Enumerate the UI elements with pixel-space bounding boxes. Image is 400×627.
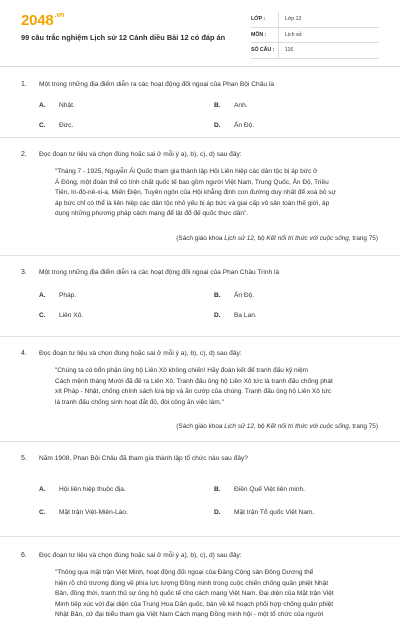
question-number: 4.: [21, 350, 27, 357]
option-text: Anh.: [234, 102, 248, 109]
source-excerpt: [55, 366, 382, 408]
excerpt-line: Nhật Bản, cử đại biểu tham gia Việt Nam Cách mạng Đồng minh hội - một tổ chức của người: [55, 611, 324, 619]
option-text: Nhật.: [59, 102, 75, 109]
document-title: 99 câu trắc nghiệm Lịch sử 12 Cánh diều Bài 12 có đáp án: [21, 33, 226, 42]
option-text: Pháp.: [59, 292, 77, 299]
site-logo[interactable]: [21, 12, 64, 29]
excerpt-line: xít Pháp - Nhật, chống chính sách lừa bịp và ăn cướp của chúng. Tranh đấu ủng hộ Liên Xô tức: [55, 388, 332, 396]
option-letter: C.: [39, 312, 46, 319]
option-a[interactable]: [39, 102, 75, 109]
excerpt-line: "Tháng 7 - 1925, Nguyễn Ái Quốc tham gia thành lập Hội Liên hiệp các dân tộc bị áp bức ở: [55, 168, 318, 175]
meta-value: Lớp 12: [278, 12, 301, 27]
option-d[interactable]: [214, 509, 314, 516]
question-text: Đọc đoạn tư liệu và chọn đúng hoặc sai ở mỗi ý a), b), c), d) sau đây:: [39, 350, 242, 357]
meta-value: Lịch sử: [278, 28, 302, 43]
meta-key: MÔN :: [251, 31, 267, 38]
option-text: Mặt trận Việt-Miên-Lào.: [59, 509, 128, 516]
excerpt-line: Á Đông, một đoàn thể có tính chất quốc tế bao gồm người Việt Nam, Trung Quốc, Ấn Độ, Triều: [55, 178, 329, 186]
excerpt-line: hiện rõ chủ trương đúng về phía lực lượng Đồng minh trong cuộc chiến chống quân phiệt Nhật: [55, 579, 329, 587]
question-text: Đọc đoạn tư liệu và chọn đúng hoặc sai ở mỗi ý a), b), c), d) sau đây:: [39, 552, 242, 559]
option-letter: B.: [214, 292, 221, 299]
question-number: 5.: [21, 455, 27, 462]
question-text: Một trong những địa điểm diễn ra các hoạt động đối ngoại của Phan Châu Trinh là: [39, 269, 280, 276]
option-letter: A.: [39, 292, 46, 299]
question-number: 3.: [21, 269, 27, 276]
excerpt-line: "Thông qua mặt trận Việt Minh, hoạt động đối ngoại của Đảng Cộng sản Đông Dương thể: [55, 569, 314, 576]
citation-mid: , bộ: [253, 423, 267, 430]
option-text: Mặt trận Tổ quốc Việt Nam.: [234, 509, 315, 516]
option-text: Ba Lan.: [234, 312, 257, 319]
citation-prefix: (Sách giáo khoa: [176, 423, 225, 430]
option-letter: A.: [39, 102, 46, 109]
citation-book: Lịch sử 12: [224, 423, 254, 430]
meta-value: 116: [278, 43, 293, 58]
source-citation: [176, 423, 378, 430]
option-letter: B.: [214, 486, 221, 493]
excerpt-line: Cách mệnh tháng Mười đã đề ra Liên Xô. Tranh đấu ủng hộ Liên Xô tức là tranh đấu chống phát: [55, 377, 333, 385]
page-header: [0, 0, 400, 66]
option-letter: C.: [39, 122, 46, 129]
option-a[interactable]: [39, 486, 126, 493]
option-b[interactable]: [214, 102, 248, 109]
question-text: Đọc đoạn tư liệu và chọn đúng hoặc sai ở mỗi ý a), b), c), d) sau đây:: [39, 151, 242, 158]
question-1: [0, 67, 400, 138]
question-text: Năm 1908, Phan Bội Châu đã tham gia thành lập tổ chức nào sau đây?: [39, 455, 248, 462]
citation-prefix: (Sách giáo khoa: [176, 235, 225, 242]
meta-key: LỚP :: [251, 16, 266, 23]
option-letter: D.: [214, 312, 221, 319]
option-b[interactable]: [214, 486, 305, 493]
option-letter: D.: [214, 122, 221, 129]
question-3: [0, 256, 400, 337]
option-c[interactable]: [39, 312, 83, 319]
question-number: 6.: [21, 552, 27, 559]
question-6: [0, 537, 400, 627]
excerpt-line: áp bức chỉ có thể là liên hiệp các dân tộc nhỏ yếu bị áp bức và giai cấp vô sản toàn thế giới, áp: [55, 199, 330, 207]
citation-series: Kết nối tri thức với cuộc sống: [266, 423, 349, 430]
option-text: Điền Quế Việt liên minh.: [234, 486, 305, 493]
excerpt-line: Bản, đồng thời, tranh thủ sự ủng hộ quốc tế cho cách mạng Việt Nam. Đại diện của Mặt trận Việt: [55, 590, 334, 598]
option-d[interactable]: [214, 122, 254, 129]
option-text: Ấn Độ.: [234, 122, 255, 129]
option-c[interactable]: [39, 509, 128, 516]
option-text: Liên Xô.: [59, 312, 84, 319]
option-letter: B.: [214, 102, 221, 109]
option-text: Hội liên hiệp thuộc địa.: [59, 486, 126, 493]
citation-suffix: , trang 75): [348, 423, 378, 430]
option-text: Đức.: [59, 122, 74, 129]
source-citation: [176, 235, 378, 242]
option-c[interactable]: [39, 122, 73, 129]
option-letter: A.: [39, 486, 46, 493]
logo-text: 2048: [21, 12, 54, 29]
excerpt-line: "Chúng ta có bổn phận ủng hộ Liên Xô không chiến! Hãy đoàn kết để tranh đấu kỷ niệm: [55, 367, 309, 374]
citation-book: Lịch sử 12: [224, 235, 254, 242]
option-d[interactable]: [214, 312, 257, 319]
meta-row-count: [251, 43, 379, 59]
meta-row-grade: [251, 12, 379, 28]
excerpt-line: Minh tiếp xúc với đại diện của Trung Hoa Dân quốc, bàn về kế hoạch phối hợp chống quân phiệt: [55, 600, 334, 608]
meta-row-subject: [251, 28, 379, 44]
source-excerpt: [55, 167, 382, 220]
excerpt-line: là tranh đấu chống sinh hoạt đắt đỏ, đòi công ăn việc làm.": [55, 398, 224, 406]
citation-suffix: , trang 75): [348, 235, 378, 242]
citation-mid: , bộ: [253, 235, 267, 242]
meta-key: SỐ CÂU :: [251, 47, 275, 54]
option-b[interactable]: [214, 292, 254, 299]
option-a[interactable]: [39, 292, 76, 299]
question-number: 2.: [21, 151, 27, 158]
question-2: [0, 138, 400, 256]
excerpt-line: dụng những phương pháp cách mạng để lật đổ đế quốc thực dân".: [55, 210, 249, 218]
option-letter: D.: [214, 509, 221, 516]
excerpt-line: Tiên, In-đô-nê-xi-a, Miến Điện, Tuyên ngôn của Hội khẳng định con đường duy nhất để xoá bỏ sự: [55, 189, 336, 197]
logo-suffix: .vn: [54, 12, 65, 19]
citation-series: Kết nối tri thức với cuộc sống: [266, 235, 349, 242]
question-text: Một trong những địa điểm diễn ra các hoạt động đối ngoại của Phan Bội Châu là: [39, 81, 274, 88]
option-text: Ấn Độ.: [234, 292, 255, 299]
question-list: [0, 67, 400, 627]
question-number: 1.: [21, 81, 27, 88]
option-letter: C.: [39, 509, 46, 516]
meta-table: [251, 12, 379, 59]
question-5: [0, 442, 400, 537]
source-excerpt: [55, 568, 382, 621]
question-4: [0, 337, 400, 442]
